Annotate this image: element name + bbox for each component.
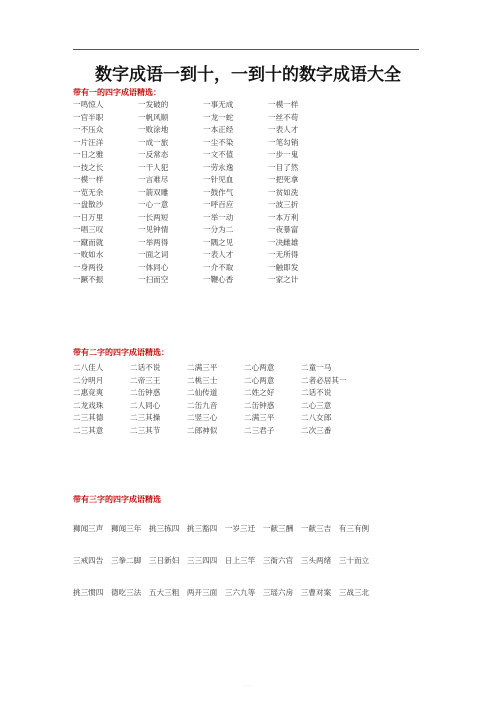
section2-idiom: 二三其节: [130, 425, 161, 435]
section1-row: [73, 124, 333, 137]
section2-idiom: 二三其操: [130, 413, 161, 422]
section3-line-3: 挑三惯四 德吃三法 五大三粗 两开三面 三六九等 三瑶六房 三曹对案 三战三北: [73, 588, 370, 597]
section2-idiom: 二郎神似: [187, 425, 218, 435]
section1-idiom: 一败涂地: [138, 125, 169, 134]
section2-idiom: 二童一马: [301, 363, 332, 372]
section2-idiom: 二三其意: [73, 425, 104, 435]
section2-idiom: 二仙传道: [187, 388, 218, 397]
section2-idiom: 二话不说: [130, 363, 161, 372]
page-footer: · · ·: [244, 683, 252, 689]
section2-idiom: 二满三平: [187, 363, 218, 372]
section1-idiom: 一模一样: [73, 175, 104, 184]
section2-row: [73, 425, 358, 438]
section1-idiom: 一盘散沙: [73, 200, 104, 209]
section1-idiom: 一唱三叹: [73, 225, 104, 234]
section1-idiom: 一鞭心香: [203, 275, 234, 284]
section2-idiom: 二八女郎: [301, 413, 332, 422]
section1-idiom: 一日万里: [73, 212, 104, 222]
section1-idiom: 一针见血: [203, 175, 234, 184]
section1-row: [73, 112, 333, 125]
section1-idiom: 一呼百应: [203, 200, 234, 209]
section1-idiom: 一步一鬼: [268, 150, 299, 159]
section1-idiom: 一长两短: [138, 212, 169, 222]
section1-idiom: 一波三折: [268, 200, 299, 209]
section1-row: [73, 187, 333, 200]
section2-row: [73, 412, 358, 425]
section1-idiom: 一笔勾销: [268, 137, 299, 147]
section2-idiom: 二龙戏珠: [73, 400, 104, 410]
section1-idiom: 一文不值: [203, 150, 234, 159]
section1-idiom: 一把死拿: [268, 175, 299, 184]
section1-idiom: 一龙一蛇: [203, 112, 234, 122]
section1-row: [73, 149, 333, 162]
section1-row: [73, 99, 333, 112]
section1-idiom: 一干人犯: [138, 162, 169, 172]
header-rule: [73, 49, 419, 50]
section2-idiom: 二桃三士: [187, 375, 218, 385]
section2-idiom: 二三其德: [73, 413, 104, 422]
section1-idiom: 一帆风顺: [138, 112, 169, 122]
section1-idiom: 一贫如洗: [268, 187, 299, 197]
section1-idiom: 一体同心: [138, 262, 169, 272]
section2-idiom: 二缶九音: [187, 400, 218, 410]
section1-row: [73, 274, 333, 287]
section2-idiom: 二话不说: [301, 388, 332, 397]
section1-row: [73, 199, 333, 212]
section1-idiom: 一身两役: [73, 262, 104, 272]
section2-idiom: 二缶钟惑: [130, 388, 161, 397]
section3-line-2: 三戒四告 三拳二脚 三日新妇 三三四四 日上三竿 三衙六官 三头两绪 三十而立: [73, 556, 370, 565]
section1-idiom: 一本万利: [268, 212, 299, 222]
section2-row: [73, 387, 358, 400]
section1-idiom: 一目了然: [268, 162, 299, 172]
section2-idiom: 二人同心: [130, 400, 161, 410]
section1-idiom: 一夜暴富: [268, 225, 299, 234]
section2-idiom: 二姓之好: [244, 388, 275, 397]
section1-idiom: 一片汪洋: [73, 137, 104, 147]
section2-idiom: 二缶钟惑: [244, 400, 275, 410]
section1-idiom: 一本正经: [203, 125, 234, 134]
section1-idiom: 一家之计: [268, 275, 299, 284]
section1-idiom: 一表人才: [203, 250, 234, 259]
section1-row: [73, 174, 333, 187]
section2-row: [73, 400, 358, 413]
section1-idiom: 一隅之见: [203, 237, 234, 247]
section3-heading: 带有三字的四字成语精选: [73, 495, 161, 504]
section1-idiom: 一无所得: [268, 250, 299, 259]
section2-idiom: 二八佳人: [73, 363, 104, 372]
section2-idiom: 二心两意: [244, 375, 275, 385]
section1-idiom: 一鼓作气: [203, 187, 234, 197]
section2-idiom-grid: [73, 362, 358, 437]
section2-row: [73, 362, 358, 375]
section1-idiom: 一技之长: [73, 162, 104, 172]
section1-idiom: 一决雌雄: [268, 237, 299, 247]
section1-idiom: 一分为二: [203, 225, 234, 234]
section1-idiom: 一面之词: [138, 250, 169, 259]
section1-idiom: 一不压众: [73, 125, 104, 134]
section1-idiom: 一见钟情: [138, 225, 169, 234]
section2-idiom: 二分明月: [73, 375, 104, 385]
page-title: 数字成语一到十，一到十的数字成语大全: [95, 65, 401, 85]
section1-idiom: 一败如水: [73, 250, 104, 259]
section1-row: [73, 224, 333, 237]
section1-idiom: 一反常态: [138, 150, 169, 159]
section1-idiom: 一尘不染: [203, 137, 234, 147]
section2-idiom: 二次三番: [301, 425, 332, 435]
section2-idiom: 二三君子: [244, 425, 275, 435]
section2-idiom: 二满三平: [244, 413, 275, 422]
section2-heading: 带有二字的四字成语精选：: [73, 348, 169, 357]
section1-idiom: 一举两得: [138, 237, 169, 247]
section1-idiom: 一扫而空: [138, 275, 169, 284]
section2-idiom: 二者必居其一: [301, 375, 347, 385]
section1-row: [73, 262, 333, 275]
section1-idiom: 一表人才: [268, 125, 299, 134]
section2-idiom: 二心两意: [244, 363, 275, 372]
section3-line-1: 狮闻三声 狮闻三年 挑三拣四 挑三豁四 一岁三迁 一献三酬 一献三吉 有三有例: [73, 524, 370, 533]
section1-heading: 带有一的四字成语精选：: [73, 88, 161, 97]
section2-idiom: 二帝三王: [130, 375, 161, 385]
section1-idiom: 一发破的: [138, 100, 169, 109]
section1-idiom: 一官半职: [73, 112, 104, 122]
section1-idiom: 一举一动: [203, 212, 234, 222]
section1-idiom: 一鸣惊人: [73, 100, 104, 109]
section1-idiom-grid: [73, 99, 333, 287]
section1-idiom: 一丝不苟: [268, 112, 299, 122]
section1-idiom: 一日之雅: [73, 150, 104, 159]
section2-idiom: 二心三意: [301, 400, 332, 410]
section1-row: [73, 237, 333, 250]
section1-idiom: 一劳永逸: [203, 162, 234, 172]
section2-idiom: 二竖三心: [187, 413, 218, 422]
section1-idiom: 一模一样: [268, 100, 299, 109]
section2-row: [73, 375, 358, 388]
section1-idiom: 一介不取: [203, 262, 234, 272]
section1-idiom: 一览无余: [73, 187, 104, 197]
section1-row: [73, 212, 333, 225]
section1-idiom: 一蹴而就: [73, 237, 104, 247]
section1-row: [73, 137, 333, 150]
section1-row: [73, 249, 333, 262]
section1-idiom: 一事无成: [203, 100, 234, 109]
section1-idiom: 一言难尽: [138, 175, 169, 184]
section1-idiom: 一成一旅: [138, 137, 169, 147]
section1-idiom: 一箭双雕: [138, 187, 169, 197]
section2-idiom: 二惠竞爽: [73, 388, 104, 397]
section1-idiom: 一触即发: [268, 262, 299, 272]
section1-idiom: 一心一意: [138, 200, 169, 209]
section1-row: [73, 162, 333, 175]
section1-idiom: 一蹶不振: [73, 275, 104, 284]
